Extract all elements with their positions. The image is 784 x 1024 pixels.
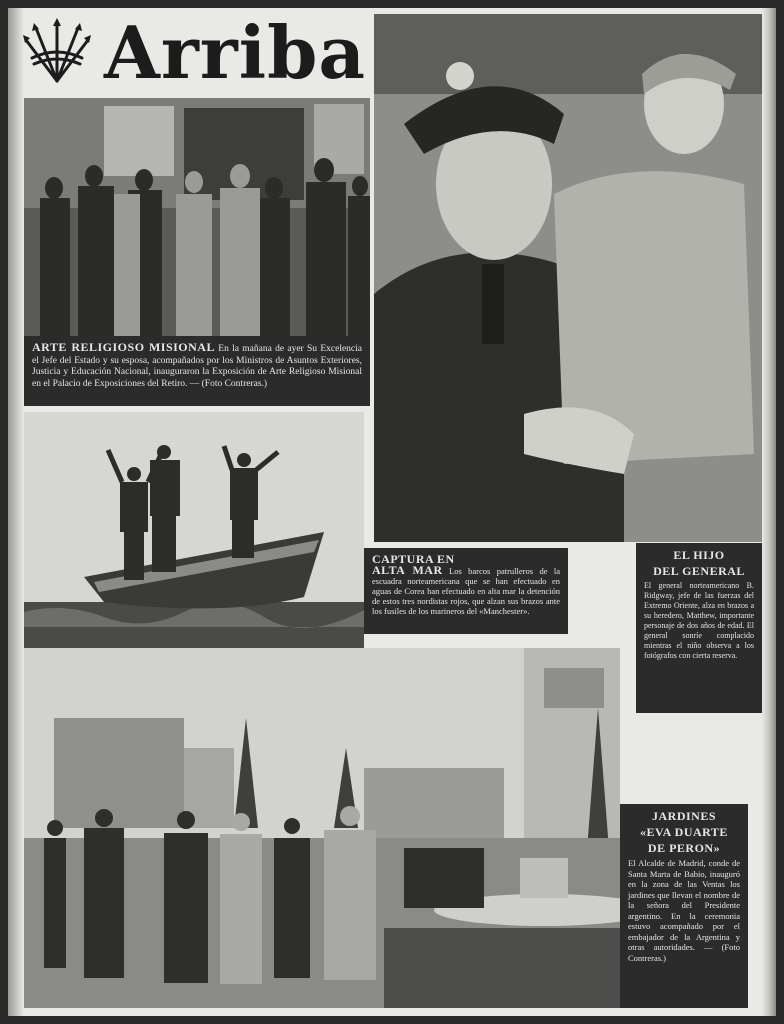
caption-capture-body: Los barcos patrulleros de la escuadra norteamericana que se han efectuado en aguas de Corea han efectuado en alta mar la detención de estos tres nordistas rojos, que alzan sus brazos ante los fusiles de los marineros del «Manchester». bbox=[372, 566, 560, 616]
caption-gardens-heading-1: JARDINES bbox=[651, 809, 716, 823]
page-spine-edge bbox=[762, 8, 776, 1016]
caption-religious-art-body: En la mañana de ayer Su Excelencia el Jefe del Estado y su esposa, acompañados por los Ministros de Asuntos Exteriores, Justicia y Educación Nacional, inauguraron la Exposición de Arte Religioso Misional en el Palacio de Exposiciones del Retiro. — (Foto Contreras.) bbox=[32, 344, 362, 389]
masthead-title: Arriba bbox=[104, 10, 367, 95]
photo-religious-art-exhibition bbox=[24, 98, 370, 336]
caption-capture-at-sea bbox=[364, 548, 568, 634]
caption-capture-heading-2: ALTA MAR bbox=[372, 563, 443, 577]
caption-capture-heading-1: CAPTURA EN bbox=[372, 552, 455, 566]
page-left-edge bbox=[8, 8, 24, 1016]
caption-gardens-heading-2: «EVA DUARTE bbox=[640, 825, 728, 839]
caption-son-heading-1: EL HIJO bbox=[673, 548, 725, 562]
caption-gardens-heading-3: DE PERON» bbox=[647, 841, 721, 855]
magazine-page bbox=[8, 8, 776, 1016]
photo-gardens-inauguration bbox=[24, 648, 620, 1008]
photo-general-and-son bbox=[374, 14, 764, 542]
caption-eva-peron-gardens bbox=[620, 804, 748, 1008]
photo-capture-at-sea bbox=[24, 412, 364, 674]
caption-generals-son bbox=[636, 543, 762, 713]
caption-religious-art-heading: ARTE RELIGIOSO MISIONAL bbox=[32, 340, 215, 354]
yoke-and-arrows-icon bbox=[22, 16, 92, 86]
caption-son-body: El general norteamericano B. Ridgway, jefe de las fuerzas del Extremo Oriente, alza en brazos a su heredero, Matthew, importante personaje de dos años de edad. El general sonríe complacido mientras el niño observa a los fotógrafos con cierta reserva. bbox=[644, 581, 754, 660]
caption-gardens-body: El Alcalde de Madrid, conde de Santa Marta de Babio, inauguró en la zona de las Ventas los jardines que llevan el nombre de la señora del Presidente argentino. En la ceremonia estuvo acompañado por el embajador de la Argentina y otras autoridades. — (Foto Contreras.) bbox=[628, 858, 740, 963]
caption-son-heading-2: DEL GENERAL bbox=[653, 564, 745, 578]
caption-religious-art bbox=[24, 336, 370, 406]
